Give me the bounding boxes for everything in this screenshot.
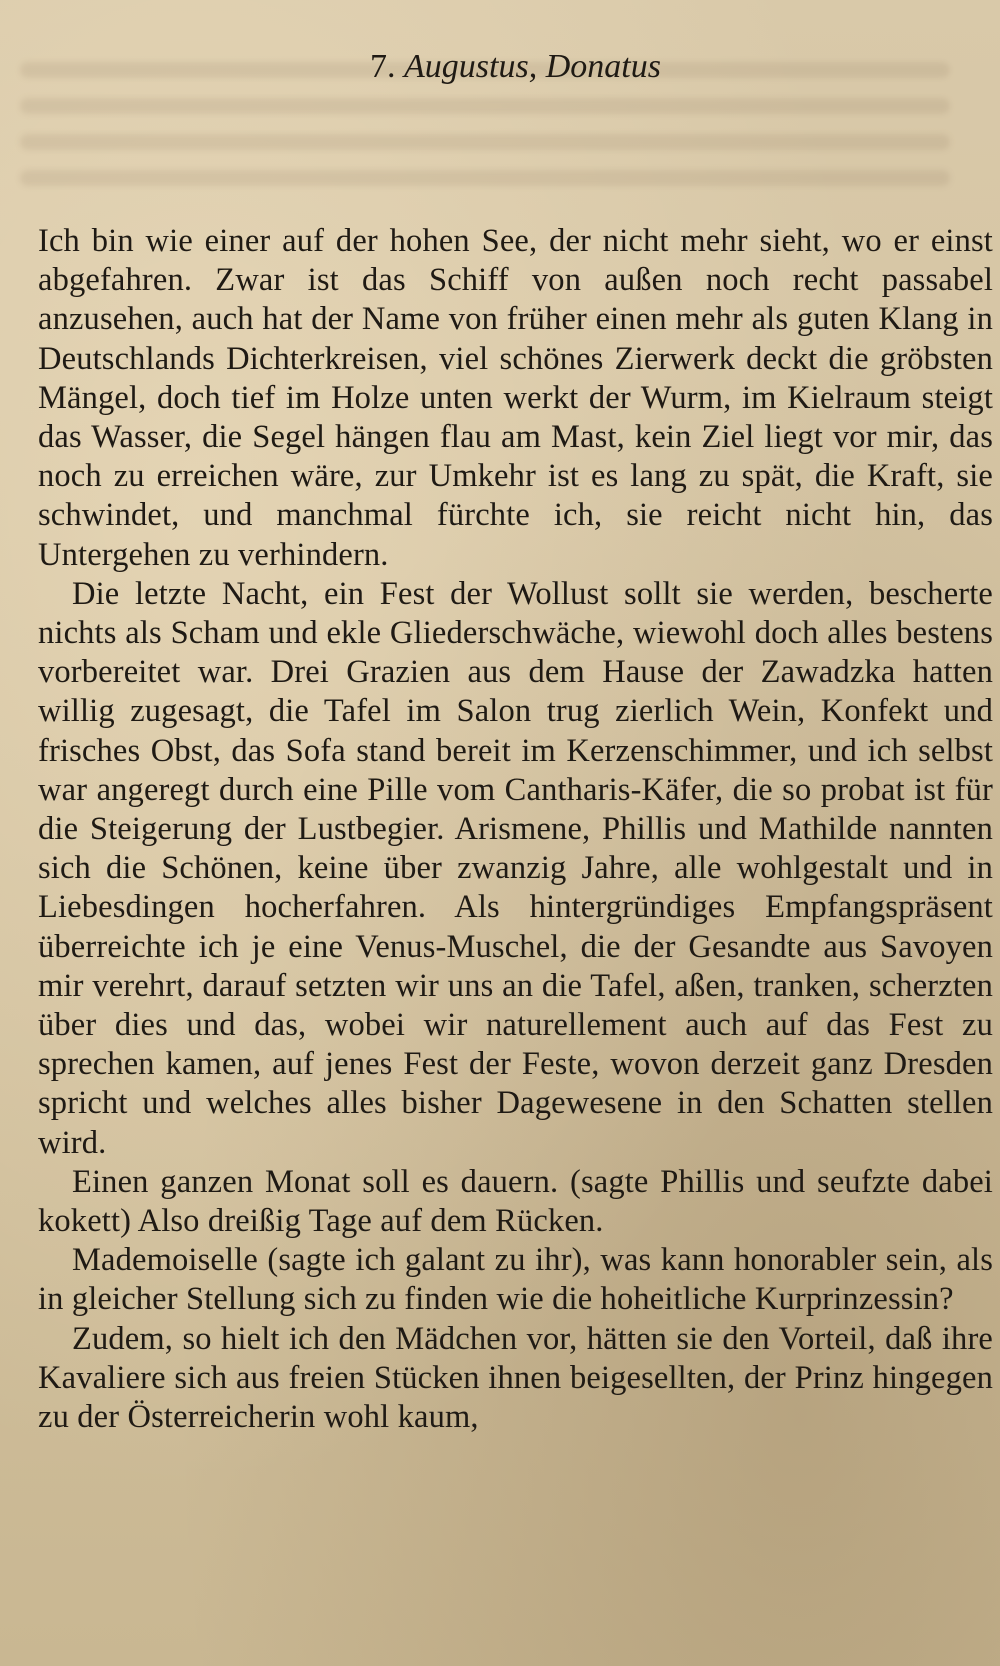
paragraph: Ich bin wie einer auf der hohen See, der nicht mehr sieht, wo er einst abgefahren. Zwar ist das Schiff von außen noch recht passabel anzusehen, auch hat der Name von früher einen mehr als guten Klang in Deutschlands Dichterkreisen, viel schönes Zierwerk deckt die gröbsten Mängel, doch tief im Holze unten werkt der Wurm, im Kielraum steigt das Wasser, die Segel hängen flau am Mast, kein Ziel liegt vor mir, das noch zu erreichen wäre, zur Umkehr ist es lang zu spät, die Kraft, sie schwindet, und manchmal fürchte ich, sie reicht nicht hin, das Untergehen zu verhindern. [38,223,993,573]
body-text [38,222,993,1437]
paragraph: Zudem, so hielt ich den Mädchen vor, hätten sie den Vorteil, daß ihre Kavaliere sich aus freien Stücken ihnen beigesellten, der Prinz hingegen zu der Österreicherin wohl kaum, [38,1320,993,1436]
paragraph: Einen ganzen Monat soll es dauern. (sagte Phillis und seufzte dabei kokett) Also dreißig Tage auf dem Rücken. [38,1163,993,1240]
paragraph: Mademoiselle (sagte ich galant zu ihr), was kann honorabler sein, als in gleicher Stellung sich zu finden wie die hoheitliche Kurprinzessin? [38,1242,993,1318]
book-page [38,0,993,1666]
paragraph: Die letzte Nacht, ein Fest der Wollust sollt sie werden, bescherte nichts als Scham und ekle Gliederschwäche, wiewohl doch alles bestens vorbereitet war. Drei Grazien aus dem Hause der Zawadzka hatten willig zugesagt, die Tafel im Salon trug zierlich Wein, Konfekt und frisches Obst, das Sofa stand bereit im Kerzenschimmer, und ich selbst war angeregt durch eine Pille vom Cantharis-Käfer, die so probat ist für die Steigerung der Lustbegier. Arismene, Phillis und Mathilde nannten sich die Schönen, keine über zwanzig Jahre, alle wohlgestalt und in Liebesdingen hocherfahren. Als hintergründiges Empfangspräsent überreichte ich je eine Venus-Muschel, die der Gesandte aus Savoyen mir verehrt, darauf setzten wir uns an die Tafel, aßen, tranken, scherzten über dies und das, wobei wir naturellement auch auf das Fest zu sprechen kamen, auf jenes Fest der Feste, wovon derzeit ganz Dresden spricht und welches alles bisher Dagewesene in den Schatten stellen wird. [38,575,993,1161]
chapter-number: 7. [370,48,396,85]
chapter-title: Augustus, Donatus [404,48,661,85]
running-head [38,48,993,86]
